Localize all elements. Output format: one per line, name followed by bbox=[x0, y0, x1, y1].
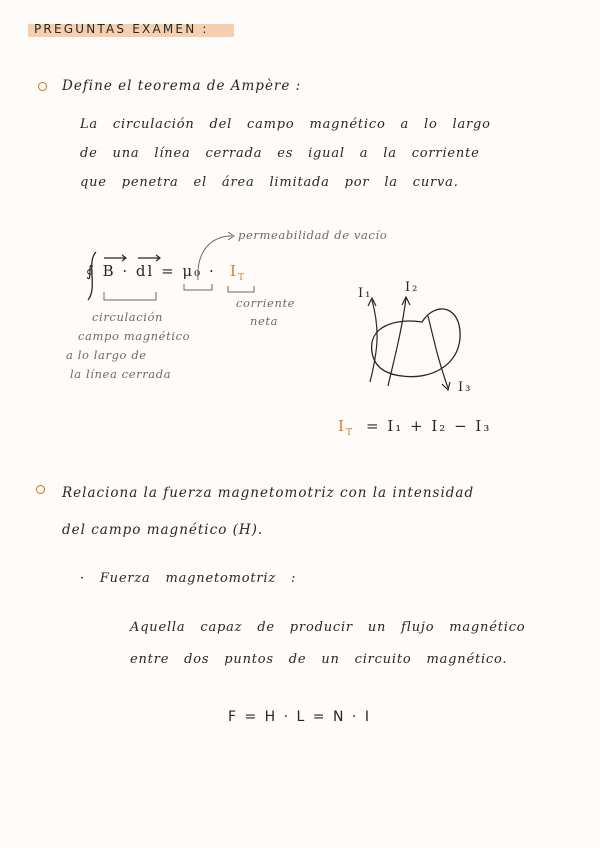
sum-lhs: $I_T$ bbox=[338, 417, 354, 438]
definition-line-1: Aquella capaz de producir un flujo magnético bbox=[130, 620, 526, 635]
answer-line-3: que penetra el área limitada por la curva. bbox=[80, 175, 459, 190]
page-title: PREGUNTAS EXAMEN : bbox=[34, 22, 209, 36]
current-i3-arrow bbox=[428, 316, 448, 388]
vector-arrow-icon bbox=[104, 255, 126, 261]
definition-line-2: entre dos puntos de un circuito magnético. bbox=[130, 652, 508, 667]
answer-line-1: La circulación del campo magnético a lo largo bbox=[80, 117, 491, 132]
bracket-icon bbox=[104, 292, 156, 300]
circulation-label-4: la línea cerrada bbox=[70, 367, 172, 381]
question-1: Define el teorema de Ampère : bbox=[62, 78, 302, 94]
diagram-label-i1: I₁ bbox=[358, 286, 373, 301]
sub-bullet-title: · Fuerza magnetomotriz : bbox=[80, 571, 297, 586]
question-2-line-2: del campo magnético (H). bbox=[62, 522, 264, 538]
mmf-formula: F = H · L = N · I bbox=[228, 709, 371, 725]
answer-line-2: de una línea cerrada es igual a la corriente bbox=[80, 146, 480, 161]
current-i1-arrow bbox=[370, 300, 377, 382]
pointer-arrow-icon bbox=[198, 236, 232, 280]
closed-loop-icon bbox=[372, 309, 460, 377]
question-2-line-1: Relaciona la fuerza magnetomotriz con la intensidad bbox=[62, 485, 475, 501]
integral-icon bbox=[88, 252, 96, 300]
sum-rhs: = I₁ + I₂ − I₃ bbox=[366, 417, 492, 435]
ampere-formula: ∮ B · dl = μ₀ · bbox=[86, 262, 216, 280]
diagram-label-i3: I₃ bbox=[458, 380, 473, 395]
current-label-2: neta bbox=[250, 314, 279, 328]
bracket-icon bbox=[228, 286, 254, 292]
circulation-label-2: campo magnético bbox=[78, 329, 191, 343]
diagram-label-i2: I₂ bbox=[405, 280, 420, 295]
net-current-symbol: $I_T$ bbox=[230, 262, 246, 283]
current-label-1: corriente bbox=[236, 296, 296, 310]
current-i2-arrow bbox=[388, 298, 406, 386]
bracket-icon bbox=[184, 284, 212, 290]
circulation-label-3: a lo largo de bbox=[66, 348, 147, 362]
permeability-label: permeabilidad de vacío bbox=[238, 228, 388, 242]
vector-arrow-icon bbox=[138, 255, 160, 261]
circulation-label-1: circulación bbox=[92, 310, 164, 324]
